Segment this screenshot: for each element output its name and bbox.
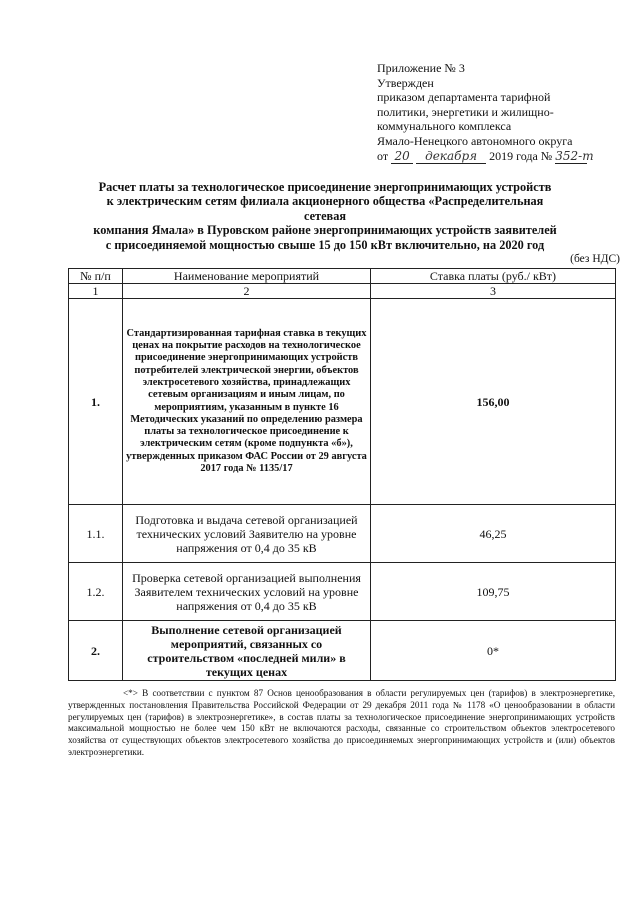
table-row — [69, 505, 616, 563]
row-rate: 156,00 — [371, 299, 616, 505]
table-row — [69, 299, 616, 505]
row-name: Подготовка и выдача сетевой организацией технических условий Заявителю на уровне напряжения от 0,4 до 35 кВ — [123, 505, 371, 563]
vat-note: (без НДС) — [570, 253, 620, 265]
rates-table — [68, 268, 616, 681]
appendix-block — [377, 61, 627, 164]
title-line: Расчет платы за технологическое присоединение энергопринимающих устройств — [98, 180, 552, 194]
document-title — [90, 180, 560, 252]
handwritten-month: декабря — [416, 149, 486, 165]
row-name: Стандартизированная тарифная ставка в текущих ценах на покрытие расходов на технологическое присоединение энергопринимающих устройств потребителей электрической энергии, объектов электросетевого хозяйства, принадлежащих сетевым организациям и иным лицам, по мероприятиям, указанным в пункте 16 Методических указаний по определению размера платы за технологическое присоединение к электрическим сетям (кроме подпункта «б»), утвержденных приказом ФАС России от 29 августа 2017 года № 1135/17 — [123, 299, 371, 505]
appendix-number: Приложение № 3 — [377, 61, 465, 75]
header-rate: Ставка платы (руб./ кВт) — [371, 269, 616, 284]
order-line: Ямало-Ненецкого автономного округа — [377, 133, 573, 148]
table-header-row — [69, 269, 616, 284]
handwritten-order-number: 352-т — [555, 148, 594, 163]
footnote: <*> В соответствии с пунктом 87 Основ ценообразования в области регулируемых цен (тарифов) в электроэнергетике, утвержденных постановления Правительства Российской Федерации от 29 декабря 2011 года № 1178 «О ценообразовании в области регулируемых цен (тарифов) в электроэнергетике», в состав платы за технологическое присоединение энергопринимающих устройств максимальной мощностью не более чем 150 кВт не включаются расходы, связанные со строительством объектов электросетевого хозяйства от существующих объектов электросетевого хозяйства до присоединяемых энергопринимающих устройств и (или) объектов электроэнергетики. — [68, 688, 615, 757]
row-name: Проверка сетевой организацией выполнения Заявителем технических условий на уровне напряжения от 0,4 до 35 кВ — [123, 563, 371, 621]
row-number: 1. — [69, 299, 123, 505]
index-cell: 2 — [123, 284, 371, 299]
table-index-row — [69, 284, 616, 299]
index-cell: 1 — [69, 284, 123, 299]
order-line: коммунального комплекса — [377, 119, 512, 134]
row-rate: 0* — [371, 621, 616, 681]
row-number: 1.2. — [69, 563, 123, 621]
row-number: 2. — [69, 621, 123, 681]
title-line: к электрическим сетям филиала акционерного общества «Распределительная сетевая — [106, 194, 544, 223]
header-name: Наименование мероприятий — [123, 269, 371, 284]
row-number: 1.1. — [69, 505, 123, 563]
table-row — [69, 621, 616, 681]
title-line: компания Ямала» в Пуровском районе энергопринимающих устройств заявителей — [93, 223, 557, 238]
title-line: с присоединяемой мощностью свыше 15 до 150 кВт включительно, на 2020 год — [105, 237, 545, 252]
row-rate: 109,75 — [371, 563, 616, 621]
approved-label: Утвержден — [377, 75, 434, 90]
year-text: 2019 года № — [489, 148, 553, 163]
from-label: от — [377, 148, 389, 163]
order-line: политики, энергетики и жилищно- — [377, 104, 554, 119]
header-number: № п/п — [69, 269, 123, 284]
row-rate: 46,25 — [371, 505, 616, 563]
order-date-line — [377, 149, 627, 165]
order-line: приказом департамента тарифной — [377, 90, 551, 105]
row-name: Выполнение сетевой организацией мероприятий, связанных со строительством «последней мили» в текущих ценах — [123, 621, 371, 681]
index-cell: 3 — [371, 284, 616, 299]
table-row — [69, 563, 616, 621]
handwritten-day: 20 — [391, 149, 413, 165]
